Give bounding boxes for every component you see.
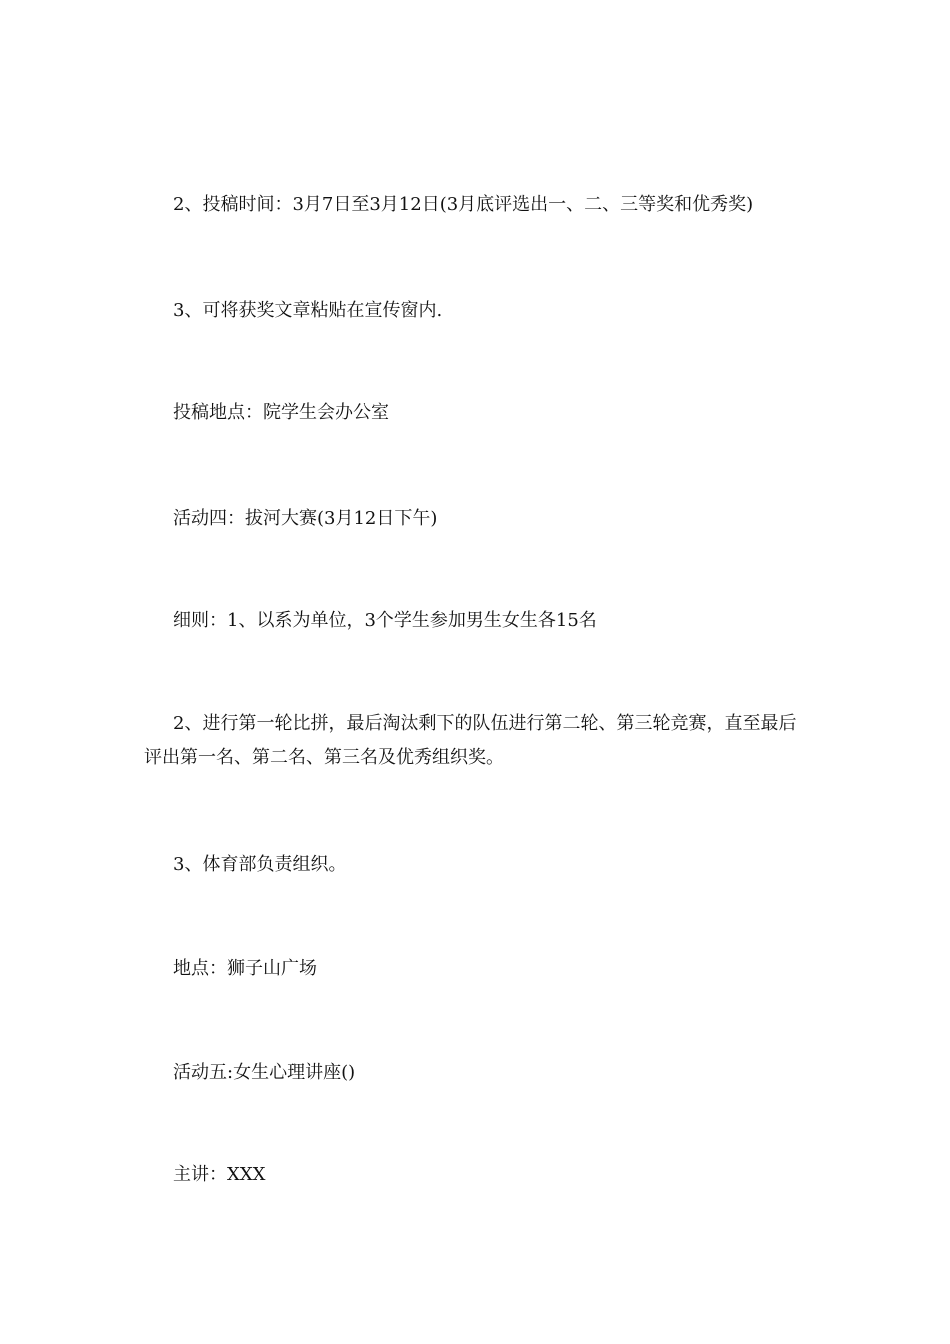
paragraph-rules-three: 3、体育部负责组织。 [173,854,347,875]
paragraph-speaker: 主讲：XXX [173,1164,266,1185]
paragraph-display-window: 3、可将获奖文章粘贴在宣传窗内. [173,300,443,321]
paragraph-rules-two: 2、进行第一轮比拼，最后淘汰剩下的队伍进行第二轮、第三轮竞赛，直至最后评出第一名、第二名、第三名及优秀组织奖。 [144,713,797,768]
paragraph-submission-time: 2、投稿时间：3月7日至3月12日(3月底评选出一、二、三等奖和优秀奖) [173,194,754,215]
paragraph-submission-location: 投稿地点：院学生会办公室 [173,402,389,423]
paragraph-location: 地点：狮子山广场 [173,958,317,979]
paragraph-rules-one: 细则：1、以系为单位，3个学生参加男生女生各15名 [173,610,597,631]
paragraph-activity-four-heading: 活动四：拔河大赛(3月12日下午) [173,508,438,529]
paragraph-activity-five-heading: 活动五:女生心理讲座() [173,1062,356,1083]
